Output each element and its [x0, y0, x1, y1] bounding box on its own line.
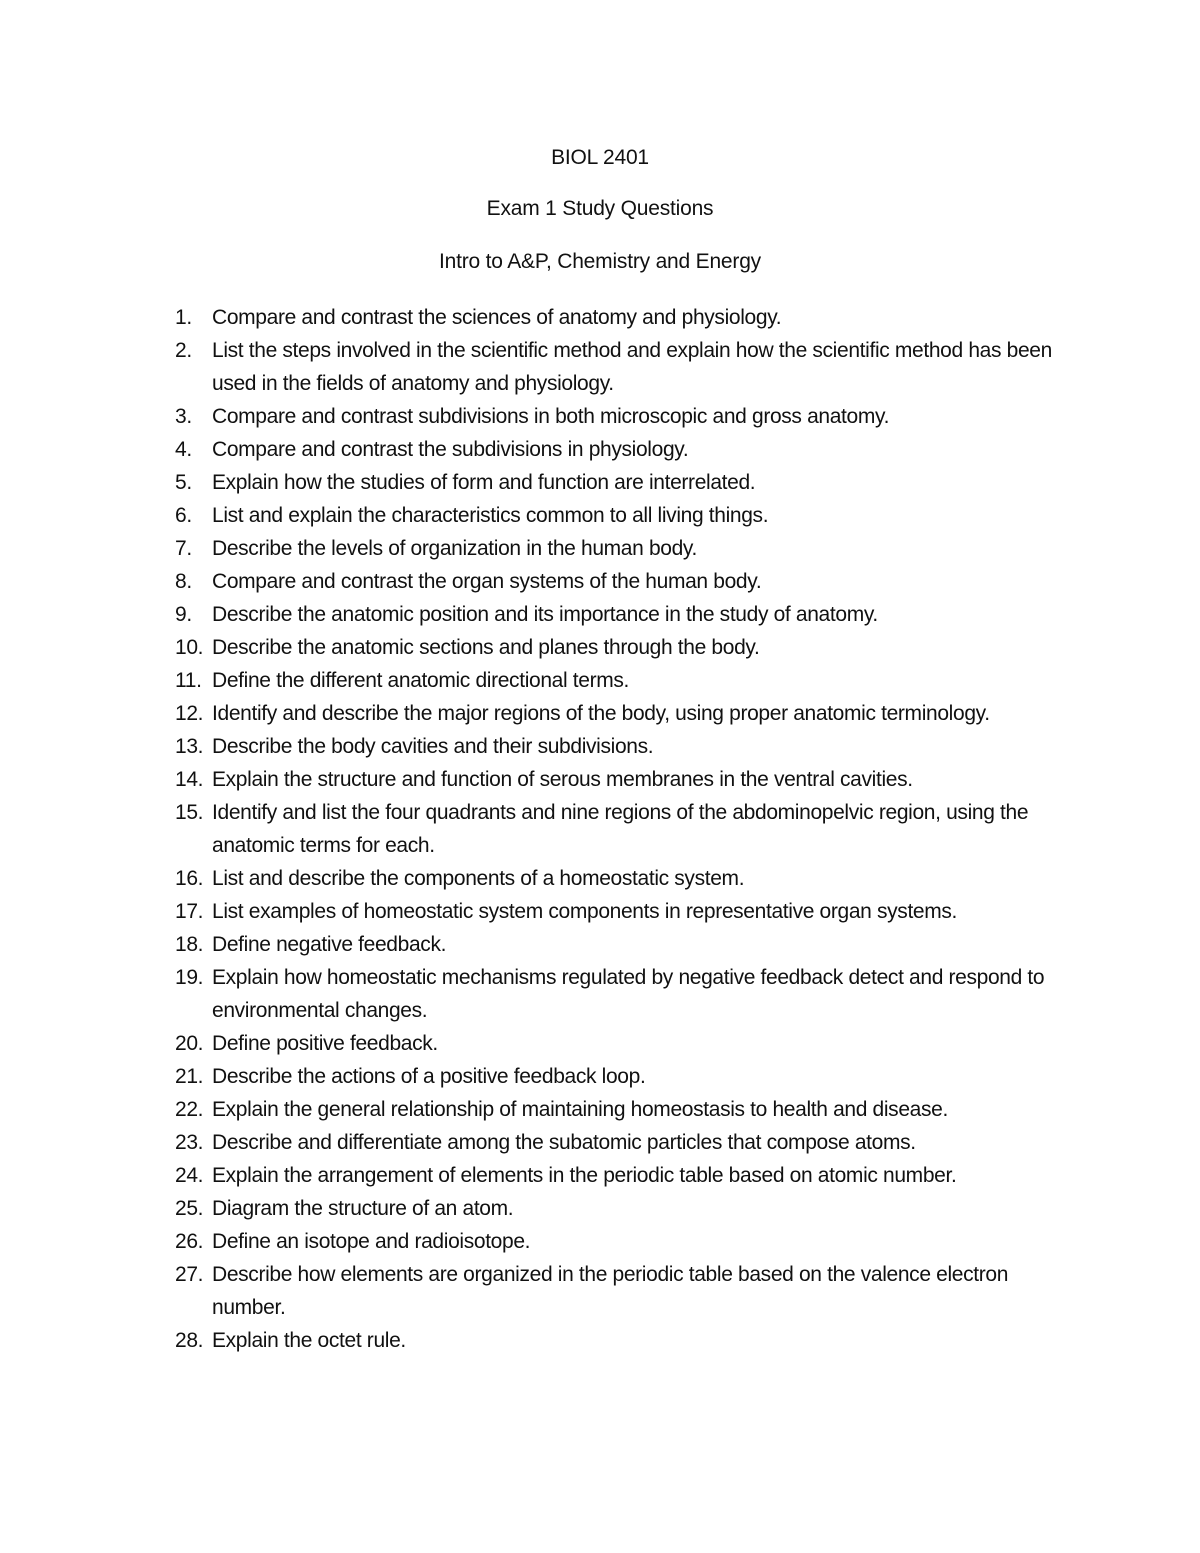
question-item [0, 1027, 1200, 1060]
question-number: 9. [175, 603, 192, 626]
question-item [0, 631, 1200, 664]
question-number: 11. [175, 669, 202, 692]
question-item [0, 1093, 1200, 1126]
question-number: 10. [175, 636, 204, 659]
question-text: Explain how homeostatic mechanisms regulated by negative feedback detect and respond to environmental changes. [212, 966, 1045, 1022]
question-item [0, 1225, 1200, 1258]
question-text: List examples of homeostatic system components in representative organ systems. [212, 900, 958, 923]
question-item [0, 697, 1200, 730]
question-number: 19. [175, 966, 204, 989]
question-text: Define positive feedback. [212, 1032, 438, 1055]
question-number: 22. [175, 1098, 204, 1121]
question-item [0, 466, 1200, 499]
question-item [0, 334, 1200, 400]
question-text: Define negative feedback. [212, 933, 447, 956]
question-text: Explain the general relationship of maintaining homeostasis to health and disease. [212, 1098, 948, 1121]
topic-title: Intro to A&P, Chemistry and Energy [439, 250, 761, 273]
question-number: 14. [175, 768, 204, 791]
question-text: Describe how elements are organized in the periodic table based on the valence electron number. [212, 1263, 1009, 1319]
question-text: List and explain the characteristics common to all living things. [212, 504, 769, 527]
question-item [0, 499, 1200, 532]
question-item [0, 763, 1200, 796]
question-text: Explain the arrangement of elements in the periodic table based on atomic number. [212, 1164, 957, 1187]
question-number: 13. [175, 735, 204, 758]
question-number: 1. [175, 306, 192, 329]
question-text: Describe the actions of a positive feedback loop. [212, 1065, 646, 1088]
question-text: List and describe the components of a homeostatic system. [212, 867, 745, 890]
question-number: 15. [175, 801, 204, 824]
question-text: Identify and describe the major regions of the body, using proper anatomic terminology. [212, 702, 990, 725]
question-number: 21. [175, 1065, 204, 1088]
question-number: 17. [175, 900, 204, 923]
question-item [0, 664, 1200, 697]
question-text: Compare and contrast the subdivisions in physiology. [212, 438, 689, 461]
question-item [0, 433, 1200, 466]
question-item [0, 862, 1200, 895]
question-item [0, 301, 1200, 334]
question-item [0, 1324, 1200, 1357]
question-number: 20. [175, 1032, 204, 1055]
question-text: Compare and contrast the sciences of anatomy and physiology. [212, 306, 782, 329]
question-number: 12. [175, 702, 204, 725]
question-number: 18. [175, 933, 204, 956]
question-item [0, 598, 1200, 631]
question-text: Describe the body cavities and their subdivisions. [212, 735, 654, 758]
question-number: 6. [175, 504, 192, 527]
question-text: Explain the structure and function of serous membranes in the ventral cavities. [212, 768, 913, 791]
question-number: 27. [175, 1263, 204, 1286]
question-item [0, 1159, 1200, 1192]
question-number: 24. [175, 1164, 204, 1187]
question-number: 16. [175, 867, 204, 890]
question-item [0, 928, 1200, 961]
question-item [0, 1126, 1200, 1159]
question-number: 25. [175, 1197, 204, 1220]
question-item [0, 895, 1200, 928]
question-number: 7. [175, 537, 192, 560]
question-text: Define the different anatomic directional terms. [212, 669, 630, 692]
question-number: 5. [175, 471, 192, 494]
question-number: 28. [175, 1329, 204, 1352]
question-text: Describe and differentiate among the subatomic particles that compose atoms. [212, 1131, 916, 1154]
question-number: 23. [175, 1131, 204, 1154]
question-number: 26. [175, 1230, 204, 1253]
question-item [0, 796, 1200, 862]
question-text: Explain how the studies of form and function are interrelated. [212, 471, 756, 494]
question-text: Describe the levels of organization in the human body. [212, 537, 698, 560]
question-item [0, 1258, 1200, 1324]
question-item [0, 565, 1200, 598]
question-item [0, 532, 1200, 565]
question-number: 2. [175, 339, 192, 362]
question-text: List the steps involved in the scientific method and explain how the scientific method has been used in the fields of anatomy and physiology. [212, 339, 1052, 395]
question-text: Compare and contrast subdivisions in both microscopic and gross anatomy. [212, 405, 890, 428]
course-title: BIOL 2401 [551, 146, 649, 169]
question-text: Compare and contrast the organ systems of the human body. [212, 570, 762, 593]
question-number: 3. [175, 405, 192, 428]
question-text: Describe the anatomic sections and planes through the body. [212, 636, 760, 659]
question-number: 4. [175, 438, 192, 461]
question-text: Identify and list the four quadrants and nine regions of the abdominopelvic region, using the anatomic terms for each. [212, 801, 1029, 857]
exam-title: Exam 1 Study Questions [486, 197, 714, 220]
question-text: Explain the octet rule. [212, 1329, 406, 1352]
question-item [0, 961, 1200, 1027]
question-text: Diagram the structure of an atom. [212, 1197, 514, 1220]
question-text: Describe the anatomic position and its importance in the study of anatomy. [212, 603, 878, 626]
study-question-list [0, 301, 1200, 1357]
question-item [0, 1060, 1200, 1093]
question-number: 8. [175, 570, 192, 593]
question-item [0, 730, 1200, 763]
question-text: Define an isotope and radioisotope. [212, 1230, 531, 1253]
question-item [0, 400, 1200, 433]
question-item [0, 1192, 1200, 1225]
